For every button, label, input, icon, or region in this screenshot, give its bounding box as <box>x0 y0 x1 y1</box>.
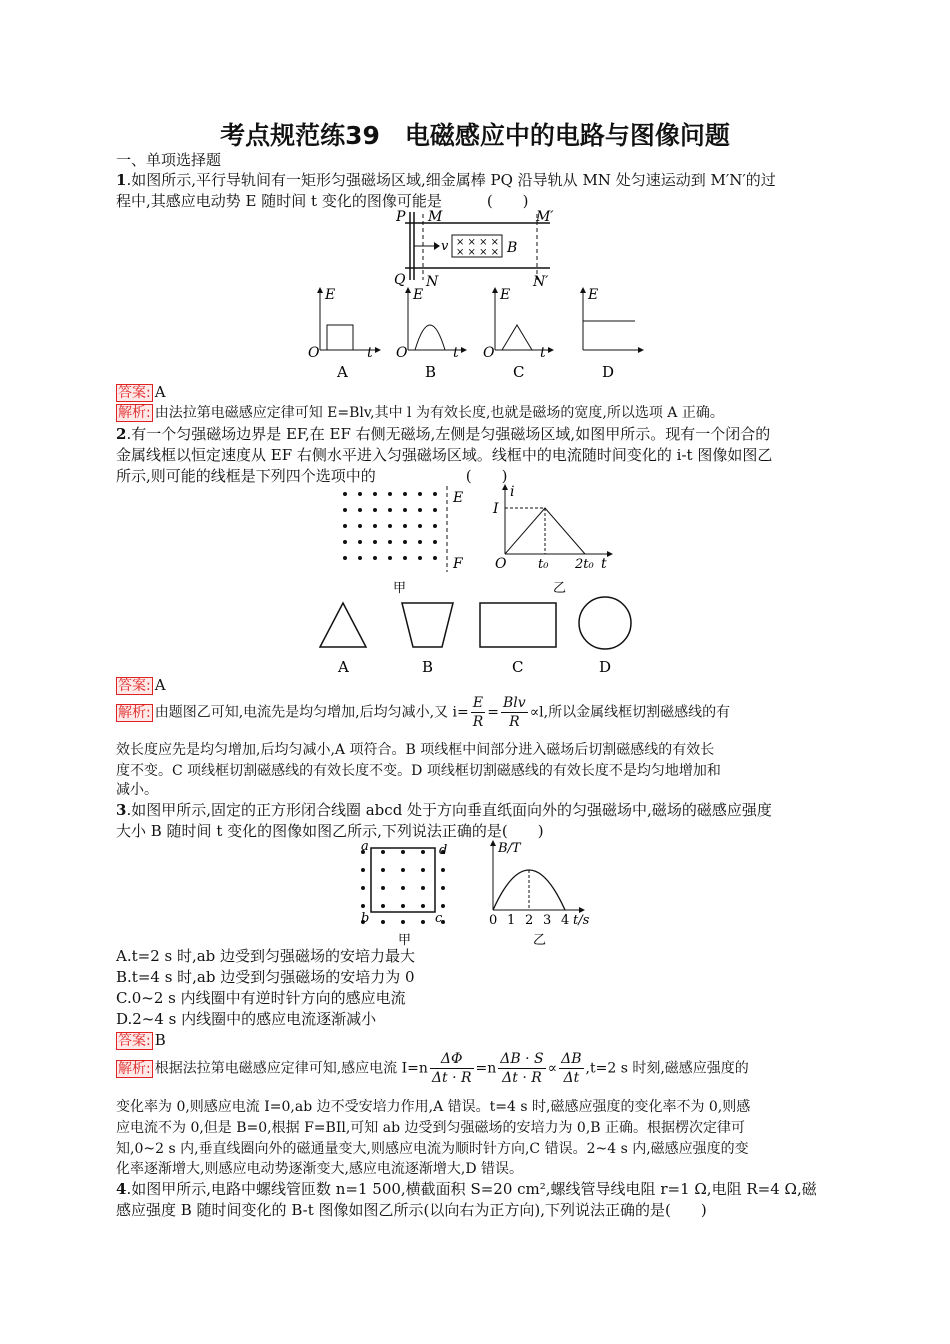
q2-text-line3: 所示,则可能的线框是下列四个选项中的 ( ) <box>116 467 508 485</box>
svg-text:4: 4 <box>561 913 570 928</box>
svg-text:甲: 甲 <box>398 933 412 948</box>
q1-number: 1 <box>116 171 127 189</box>
svg-text:3: 3 <box>543 913 552 928</box>
q1-analysis: 解析: 由法拉第电磁感应定律可知 E=Blv,其中 l 为有效长度,也就是磁场的宽度,所以选项 A 正确。 <box>118 405 724 421</box>
svg-text:C: C <box>512 658 524 676</box>
svg-text:t/s: t/s <box>573 913 590 928</box>
q2-text-line2: 金属线框以恒定速度从 EF 右侧水平进入匀强磁场区域。线框中的电流随时间变化的 i-t 图像如图乙 <box>116 446 773 464</box>
svg-text:B: B <box>422 658 434 676</box>
q3-bt-graph <box>489 840 590 948</box>
q2-analysis-line3: 度不变。C 项线框切割磁感线的有效长度不变。D 项线框切割磁感线的有效长度不是均匀地增加和 <box>116 763 721 779</box>
svg-text:0: 0 <box>489 913 498 928</box>
svg-text:甲: 甲 <box>393 581 407 596</box>
label-M-prime: M′ <box>536 209 554 225</box>
svg-text:O: O <box>396 345 408 361</box>
q2-analysis-line1: 解析: 由题图乙可知,电流先是均匀增加,后均匀减小,又 i= $\frac{E}{R}$ = $\frac{\text{Blv}}{R}$ ∝l,所以金属线框切割磁感线的有 <box>118 695 731 730</box>
svg-text:E: E <box>453 490 464 506</box>
svg-text:乙: 乙 <box>553 581 567 596</box>
q1-line1: .如图所示,平行导轨间有一矩形匀强磁场区域,细金属棒 PQ 沿导轨从 MN 处匀速运动到 M′N′的过 <box>126 171 776 189</box>
svg-text:O: O <box>495 556 507 572</box>
svg-text:F: F <box>453 556 463 572</box>
svg-text:C: C <box>513 363 525 381</box>
q4-text-line2: 感应强度 B 随时间变化的 B-t 图像如图乙所示(以向右为正方向),下列说法正确的是( ) <box>116 1201 707 1219</box>
svg-text:A: A <box>337 363 348 381</box>
svg-text:D: D <box>599 658 612 676</box>
q2-text-line1: 2.有一个匀强磁场边界是 EF,在 EF 右侧无磁场,左侧是匀强磁场区域,如图甲所示。现有一个闭合的 <box>116 425 771 443</box>
q2-analysis-line4: 减小。 <box>116 782 158 798</box>
svg-text:E: E <box>325 287 336 303</box>
svg-text:b: b <box>361 911 370 926</box>
q1-options-figure <box>305 285 650 385</box>
triangle-frame <box>320 603 366 647</box>
label-v: v <box>441 239 449 254</box>
q4-text-line1: 4.如图甲所示,电路中螺线管匝数 n=1 500,横截面积 S=20 cm²,螺线管导线电阻 r=1 Ω,电阻 R=4 Ω,磁 <box>116 1180 817 1198</box>
svg-text:2t₀: 2t₀ <box>575 557 594 572</box>
svg-text:a: a <box>361 839 369 854</box>
page-title: 考点规范练39 电磁感应中的电路与图像问题 <box>220 121 730 150</box>
svg-text:t: t <box>453 345 459 361</box>
q3-analysis-line4: 知,0~2 s 内,垂直线圈向外的磁通量变大,则感应电流为顺时针方向,C 错误。2~4 s 内,磁感应强度的变 <box>116 1141 749 1157</box>
q2-field-diagram <box>343 486 464 596</box>
svg-text:t: t <box>601 556 607 572</box>
q3-figures <box>355 838 600 950</box>
q3-answer: 答案: B <box>118 1031 166 1049</box>
q3-coil-diagram <box>361 839 447 948</box>
svg-text:E: E <box>588 287 599 303</box>
q1-graph-C <box>483 287 554 381</box>
svg-text:乙: 乙 <box>533 933 547 948</box>
circle-frame <box>579 597 631 649</box>
field-crosses-row2: × × × × <box>456 247 500 258</box>
svg-text:t₀: t₀ <box>538 557 549 572</box>
q1-graph-D <box>580 287 644 381</box>
q3-choice-A: A.t=2 s 时,ab 边受到匀强磁场的安培力最大 <box>116 947 416 965</box>
svg-text:E: E <box>500 287 511 303</box>
label-N: N <box>426 274 439 288</box>
svg-text:B: B <box>425 363 437 381</box>
section-heading: 一、单项选择题 <box>116 151 222 169</box>
svg-text:A: A <box>338 658 349 676</box>
q1-graph-A <box>308 287 381 381</box>
q2-figures <box>335 482 625 597</box>
label-N-prime: N′ <box>533 274 549 288</box>
label-M: M <box>428 209 443 225</box>
q3-analysis-line5: 化率逐渐增大,则感应电动势逐渐变大,感应电流逐渐增大,D 错误。 <box>116 1161 524 1177</box>
svg-text:I: I <box>493 501 499 517</box>
label-Q: Q <box>394 272 406 288</box>
q1-graph-B <box>396 287 467 381</box>
q3-analysis-line3: 应电流不为 0,但是 B=0,根据 F=BIl,可知 ab 边受到匀强磁场的安培力为 0,B 正确。根据楞次定律可 <box>116 1120 746 1136</box>
q2-answer: 答案: A <box>118 676 166 694</box>
q1-answer: 答案: A <box>118 383 166 401</box>
svg-text:E: E <box>413 287 424 303</box>
q3-analysis-line1: 解析: 根据法拉第电磁感应定律可知,感应电流 I=n $\frac{\Delta\Phi}{\Delta t \cdot R}$ =n $\frac{\Delta B \cdot S}{\Delta t \cdot R}$ ∝ $\frac{\Delta B}{\Delta t}$ ,t=2 s 时刻,磁感应强度的 <box>118 1051 749 1086</box>
svg-text:i: i <box>510 484 515 500</box>
q1-rail-figure <box>390 208 560 288</box>
svg-text:t: t <box>540 345 546 361</box>
svg-text:1: 1 <box>507 913 516 928</box>
q2-it-graph <box>492 484 613 596</box>
rectangle-frame <box>480 603 556 647</box>
svg-text:c: c <box>435 911 443 926</box>
svg-text:O: O <box>483 345 495 361</box>
q3-text-line1: 3.如图甲所示,固定的正方形闭合线圈 abcd 处于方向垂直纸面向外的匀强磁场中,磁场的磁感应强度 <box>116 801 772 819</box>
svg-text:O: O <box>308 345 320 361</box>
q3-choice-B: B.t=4 s 时,ab 边受到匀强磁场的安培力为 0 <box>116 968 415 986</box>
q1-text-line1 <box>116 170 836 191</box>
q2-analysis-line2: 效长度应先是均匀增加,后均匀减小,A 项符合。B 项线框中间部分进入磁场后切割磁感线的有效长 <box>116 742 715 758</box>
q1-text-line2: 程中,其感应电动势 E 随时间 t 变化的图像可能是 ( ) <box>116 192 529 210</box>
svg-text:t: t <box>367 345 373 361</box>
q3-text-line2: 大小 B 随时间 t 变化的图像如图乙所示,下列说法正确的是( ) <box>116 822 544 840</box>
svg-text:D: D <box>602 363 615 381</box>
trapezoid-frame <box>402 603 453 647</box>
q2-shape-options <box>310 595 650 680</box>
label-B: B <box>507 240 518 256</box>
q3-choice-D: D.2~4 s 内线圈中的感应电流逐渐减小 <box>116 1010 377 1028</box>
field-crosses-row1: × × × × <box>456 237 500 248</box>
svg-text:B/T: B/T <box>498 841 521 856</box>
svg-text:d: d <box>439 843 448 858</box>
svg-text:2: 2 <box>525 913 534 928</box>
label-P: P <box>396 209 406 225</box>
q3-analysis-line2: 变化率为 0,则感应电流 I=0,ab 边不受安培力作用,A 错误。t=4 s 时,磁感应强度的变化率不为 0,则感 <box>116 1099 751 1115</box>
q3-choice-C: C.0~2 s 内线圈中有逆时针方向的感应电流 <box>116 989 406 1007</box>
